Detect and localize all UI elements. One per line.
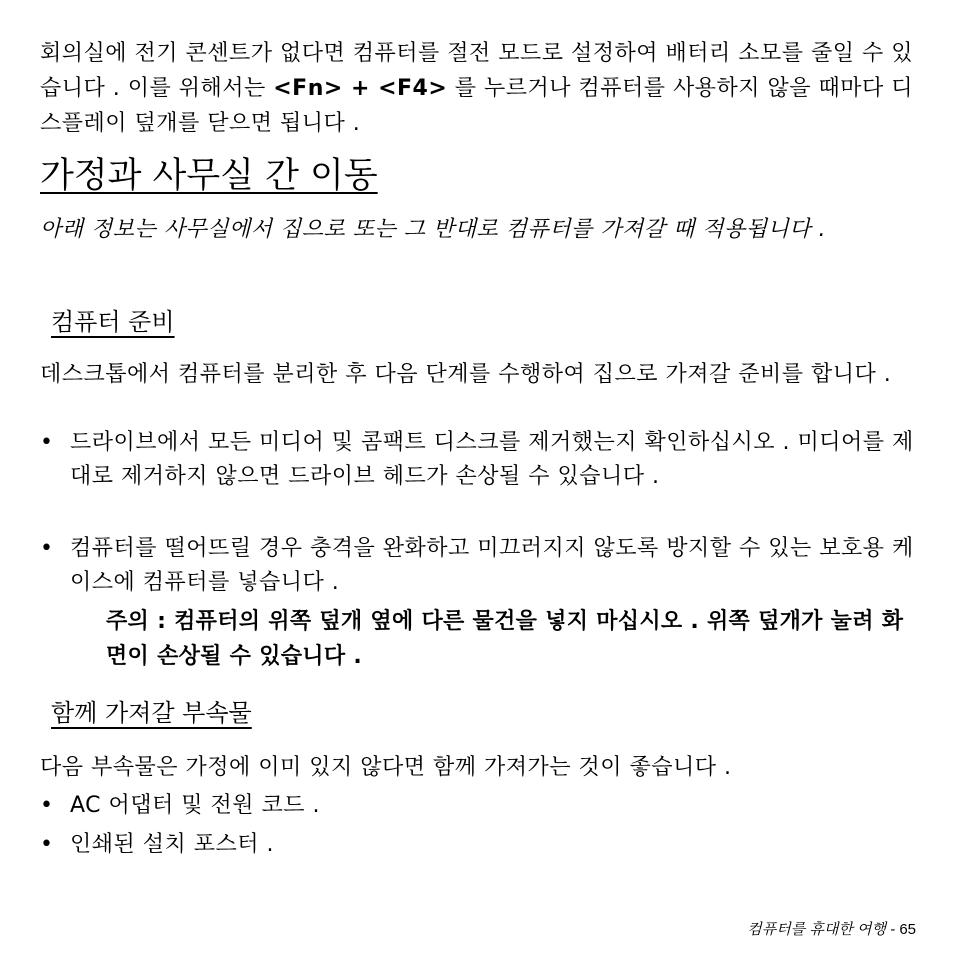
accessories-bullet-1 [40, 789, 920, 823]
page-number: 65 [899, 921, 916, 938]
intro-text-after: 를 누르거나 컴퓨터를 사용하지 않을 때마다 디스플레이 덮개를 닫으면 됩니다 . [40, 76, 914, 136]
accessories-heading: 함께 가져갈 부속물 [51, 699, 252, 727]
bullet-text: AC 어댑터 및 전원 코드 . [70, 793, 320, 818]
accessories-bullet-2 [40, 828, 920, 862]
bullet-text: 컴퓨터를 떨어뜨릴 경우 충격을 완화하고 미끄러지지 않도록 방지할 수 있는 보호용 케이스에 컴퓨터를 넣습니다 . [70, 536, 914, 595]
section-title: 가정과 사무실 간 이동 [40, 156, 378, 196]
bullet-text: 드라이브에서 모든 미디어 및 콤팩트 디스크를 제거했는지 확인하십시오 . 미디어를 제대로 제거하지 않으면 드라이브 헤드가 손상될 수 있습니다 . [70, 430, 914, 489]
prepare-intro: 데스크톱에서 컴퓨터를 분리한 후 다음 단계를 수행하여 집으로 가져갈 준비를 합니다 . [40, 362, 892, 387]
bullet-marker: • [40, 536, 54, 561]
accessories-intro: 다음 부속물은 가정에 이미 있지 않다면 함께 가져가는 것이 좋습니다 . [40, 755, 732, 780]
page-footer [747, 918, 916, 939]
prepare-bullet-2 [40, 532, 920, 600]
key-plus: + [342, 76, 379, 101]
section-subtitle: 아래 정보는 사무실에서 집으로 또는 그 반대로 컴퓨터를 가져갈 때 적용됩니다 . [40, 217, 826, 242]
bullet-marker: • [40, 832, 54, 857]
prepare-bullet-1 [40, 426, 920, 494]
prepare-heading: 컴퓨터 준비 [51, 308, 175, 336]
caution-note: 주의 : 컴퓨터의 위쪽 덮개 옆에 다른 물건을 넣지 마십시오 . 위쪽 덮개가 눌려 화면이 손상될 수 있습니다 . [106, 609, 904, 669]
bullet-text: 인쇄된 설치 포스터 . [70, 832, 274, 857]
key-f4: <F4> [378, 76, 448, 101]
bullet-marker: • [40, 793, 54, 818]
intro-text-before: 회의실에 전기 콘센트가 없다면 컴퓨터를 절전 모드로 설정하여 배터리 소모를 줄일 수 있습니다 . 이를 위해서는 [40, 41, 913, 101]
bullet-marker: • [40, 430, 54, 455]
footer-chapter: 컴퓨터를 휴대한 여행 - [747, 921, 900, 938]
key-fn: <Fn> [273, 76, 343, 101]
intro-paragraph [40, 36, 916, 141]
